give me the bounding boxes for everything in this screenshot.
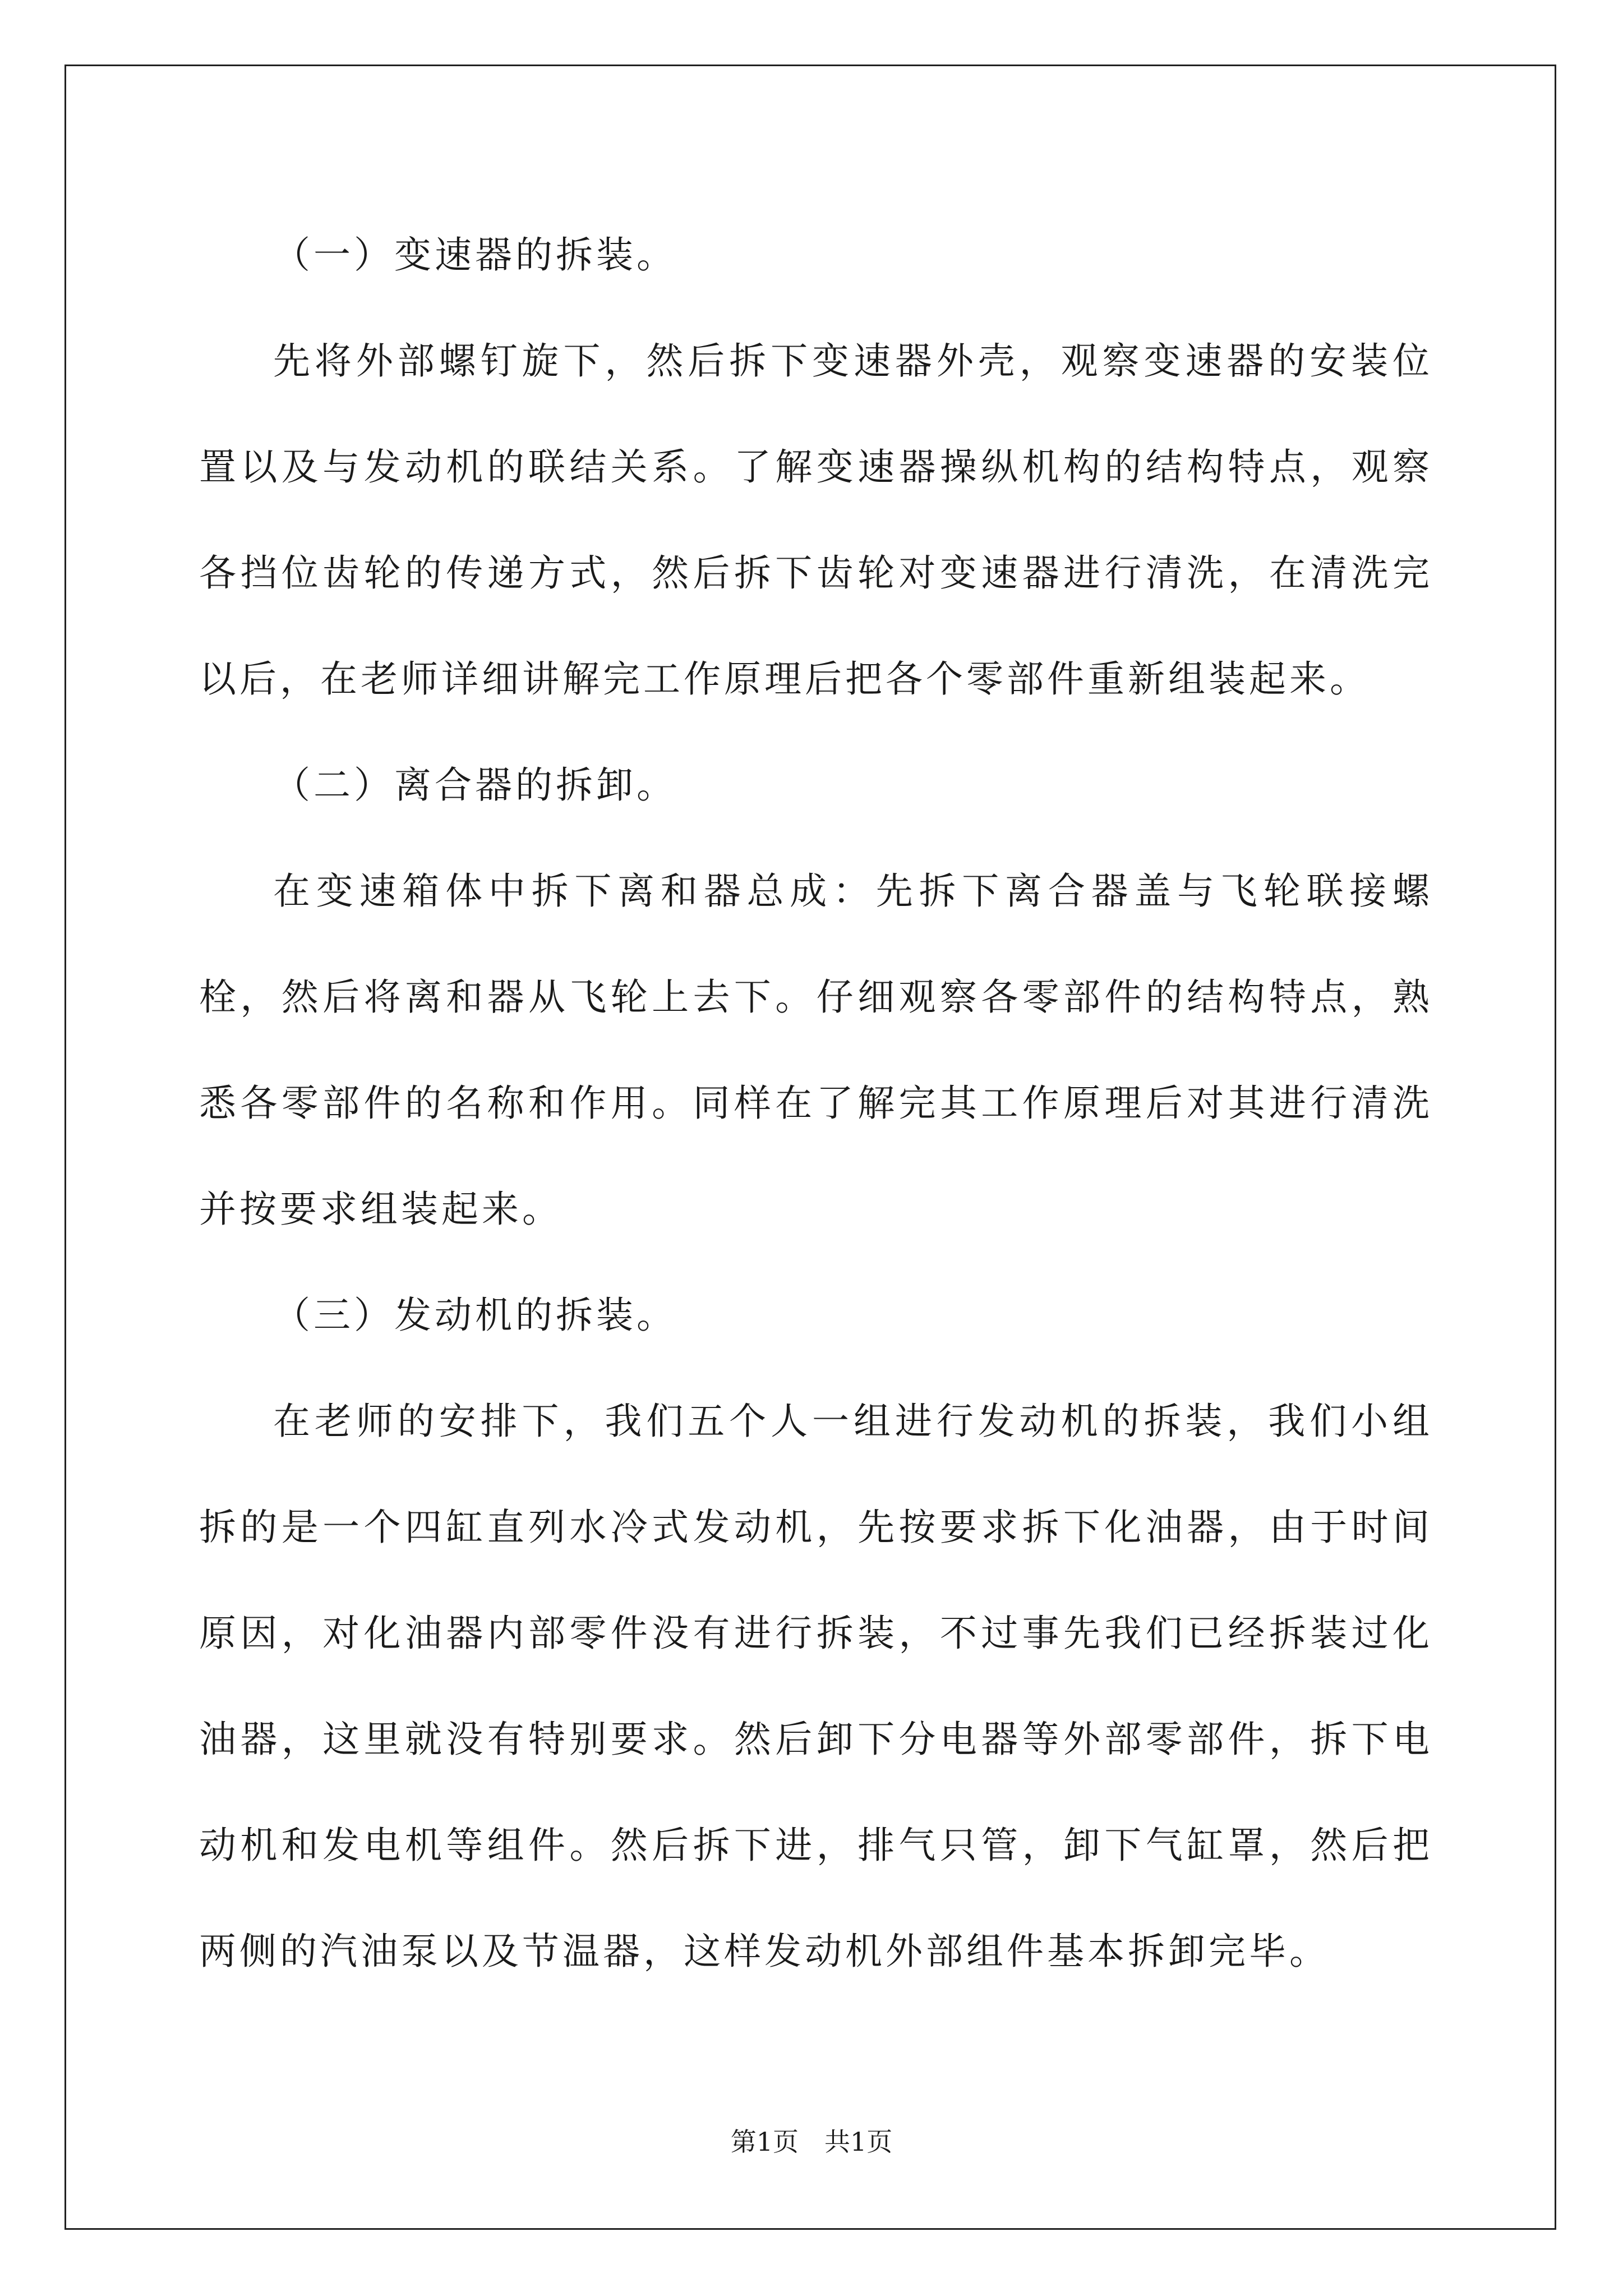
page-total: 共1页 [824, 2127, 893, 2157]
page-footer [0, 2122, 1623, 2159]
section-body-1: 先将外部螺钉旋下，然后拆下变速器外壳，观察变速器的安装位置以及与发动机的联结关系。了解变速器操纵机构的结构特点，观察各挡位齿轮的传递方式，然后拆下齿轮对变速器进行清洗，在清洗完以后，在老师详细讲解完工作原理后把各个零部件重新组装起来。 [199, 339, 1433, 701]
document-body [199, 202, 1433, 2004]
section-heading-1: （一）变速器的拆装。 [273, 233, 677, 277]
section-heading-2: （二）离合器的拆卸。 [273, 763, 677, 807]
page-number: 第1页 [730, 2127, 799, 2157]
section-body-3: 在老师的安排下，我们五个人一组进行发动机的拆装，我们小组拆的是一个四缸直列水冷式发动机，先按要求拆下化油器，由于时间原因，对化油器内部零件没有进行拆装，不过事先我们已经拆装过化油器，这里就没有特别要求。然后卸下分电器等外部零部件，拆下电动机和发电机等组件。然后拆下进，排气只管，卸下气缸罩，然后把两侧的汽油泵以及节温器，这样发动机外部组件基本拆卸完毕。 [199, 1400, 1433, 1973]
section-heading-3: （三）发动机的拆装。 [273, 1294, 677, 1337]
section-body-2: 在变速箱体中拆下离和器总成：先拆下离合器盖与飞轮联接螺栓，然后将离和器从飞轮上去下。仔细观察各零部件的结构特点，熟悉各零部件的名称和作用。同样在了解完其工作原理后对其进行清洗并按要求组装起来。 [199, 869, 1433, 1231]
